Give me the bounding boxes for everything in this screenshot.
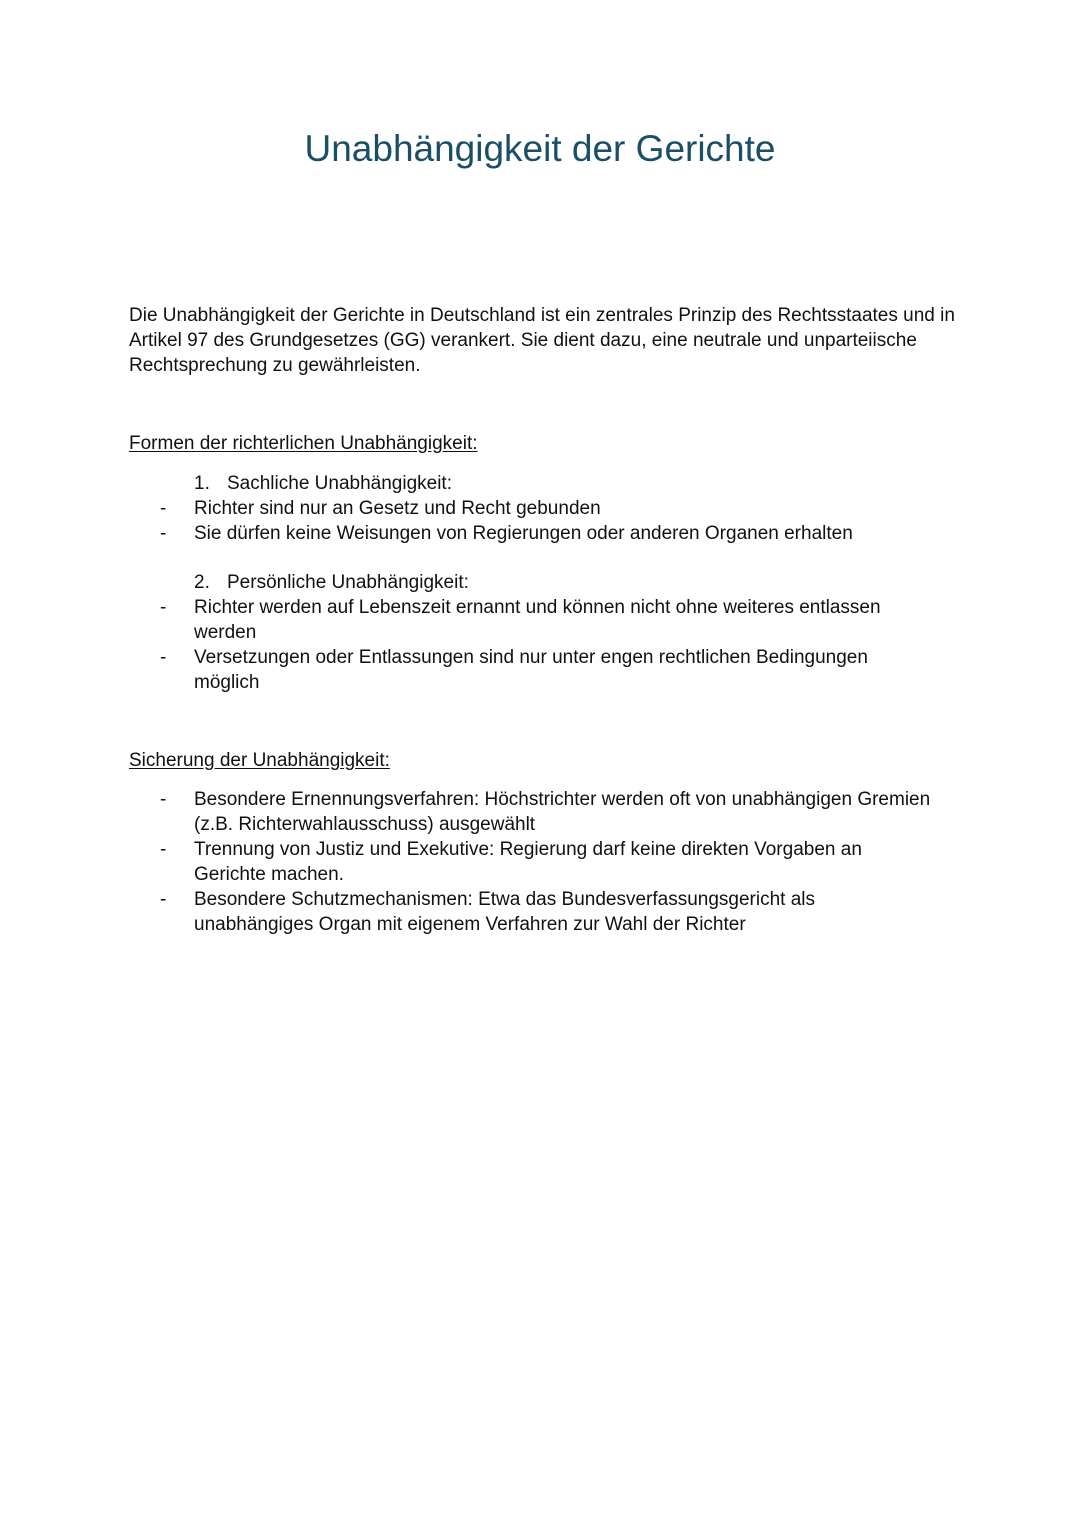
list-persoenliche <box>0 595 1080 695</box>
list-item <box>0 887 934 937</box>
list-item-text: Versetzungen oder Entlassungen sind nur unter engen rechtlichen Bedingungen möglich <box>194 647 868 693</box>
list-item <box>0 496 934 521</box>
bullet-dash: - <box>160 523 167 544</box>
list-item <box>0 645 934 695</box>
list-item-text: Richter sind nur an Gesetz und Recht gebunden <box>194 498 601 519</box>
bullet-dash: - <box>160 597 167 618</box>
sub-heading-label: Sachliche Unabhängigkeit: <box>227 473 452 494</box>
list-item-text: Richter werden auf Lebenszeit ernannt und können nicht ohne weiteres entlassen werden <box>194 597 881 643</box>
list-item-text: Besondere Ernennungsverfahren: Höchstrichter werden oft von unabhängigen Gremien (z.B. Richterwahlausschuss) ausgewählt <box>194 789 931 835</box>
list-item-text: Sie dürfen keine Weisungen von Regierungen oder anderen Organen erhalten <box>194 523 853 544</box>
list-number: 1. <box>194 473 210 494</box>
bullet-dash: - <box>160 889 167 910</box>
section-heading-sicherung: Sicherung der Unabhängigkeit: <box>129 750 390 771</box>
list-item <box>0 521 934 546</box>
bullet-dash: - <box>160 839 167 860</box>
bullet-dash: - <box>160 647 167 668</box>
list-item <box>0 595 934 645</box>
list-sicherung <box>0 787 1080 937</box>
bullet-dash: - <box>160 789 167 810</box>
page-title: Unabhängigkeit der Gerichte <box>304 128 776 169</box>
intro-paragraph: Die Unabhängigkeit der Gerichte in Deutschland ist ein zentrales Prinzip des Rechtsstaates und in Artikel 97 des Grundgesetzes (GG) verankert. Sie dient dazu, eine neutrale und unparteiische Rechtsprechung zu gewährleisten. <box>129 305 955 376</box>
sub-heading-persoenliche <box>194 570 469 595</box>
list-item-text: Trennung von Justiz und Exekutive: Regierung darf keine direkten Vorgaben an Gerichte machen. <box>194 839 862 885</box>
list-item <box>0 787 934 837</box>
list-item <box>0 837 934 887</box>
bullet-dash: - <box>160 498 167 519</box>
list-item-text: Besondere Schutzmechanismen: Etwa das Bundesverfassungsgericht als unabhängiges Organ mit eigenem Verfahren zur Wahl der Richter <box>194 889 816 935</box>
sub-heading-label: Persönliche Unabhängigkeit: <box>227 572 469 593</box>
section-heading-forms: Formen der richterlichen Unabhängigkeit: <box>129 433 478 454</box>
sub-heading-sachliche <box>194 471 452 496</box>
list-sachliche <box>0 496 1080 546</box>
list-number: 2. <box>194 572 210 593</box>
